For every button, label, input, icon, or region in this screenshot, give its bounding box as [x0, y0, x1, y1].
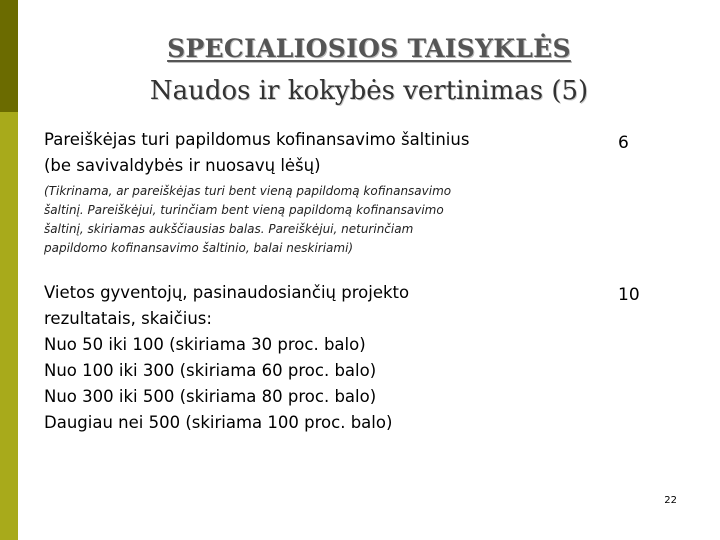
sidebar-dark-segment [0, 0, 18, 112]
criterion-2-line: Nuo 300 iki 500 (skiriama 80 proc. balo) [44, 387, 377, 406]
criterion-2-line: Nuo 50 iki 100 (skiriama 30 proc. balo) [44, 335, 366, 354]
slide-title: SPECIALIOSIOS TAISYKLĖS [167, 34, 571, 63]
criterion-1-line: Pareiškėjas turi papildomus kofinansavimo šaltinius [44, 130, 470, 149]
sidebar-light-segment [0, 112, 18, 540]
criterion-1-text [44, 127, 554, 179]
page-number: 22 [664, 495, 677, 506]
note-line: (Tikrinama, ar pareiškėjas turi bent vieną papildomą kofinansavimo [44, 184, 452, 198]
criterion-1-score: 6 [618, 133, 629, 153]
criterion-1-note [44, 182, 544, 258]
note-line: šaltinį. Pareiškėjui, turinčiam bent vieną papildomą kofinansavimo [44, 203, 444, 217]
criterion-2-text [44, 280, 554, 436]
slide-subtitle: Naudos ir kokybės vertinimas (5) [149, 76, 589, 106]
criterion-2-score: 10 [618, 285, 640, 305]
note-line: papildomo kofinansavimo šaltinio, balai neskiriami) [44, 241, 354, 255]
criterion-2-line: rezultatais, skaičius: [44, 309, 212, 328]
note-line: šaltinį, skiriamas aukščiausias balas. Pareiškėjui, neturinčiam [44, 222, 414, 236]
criterion-2-line: Vietos gyventojų, pasinaudosiančių projekto [44, 283, 410, 302]
criterion-2-line: Nuo 100 iki 300 (skiriama 60 proc. balo) [44, 361, 377, 380]
criterion-2-line: Daugiau nei 500 (skiriama 100 proc. balo) [44, 413, 393, 432]
criterion-1-line: (be savivaldybės ir nuosavų lėšų) [44, 156, 321, 175]
